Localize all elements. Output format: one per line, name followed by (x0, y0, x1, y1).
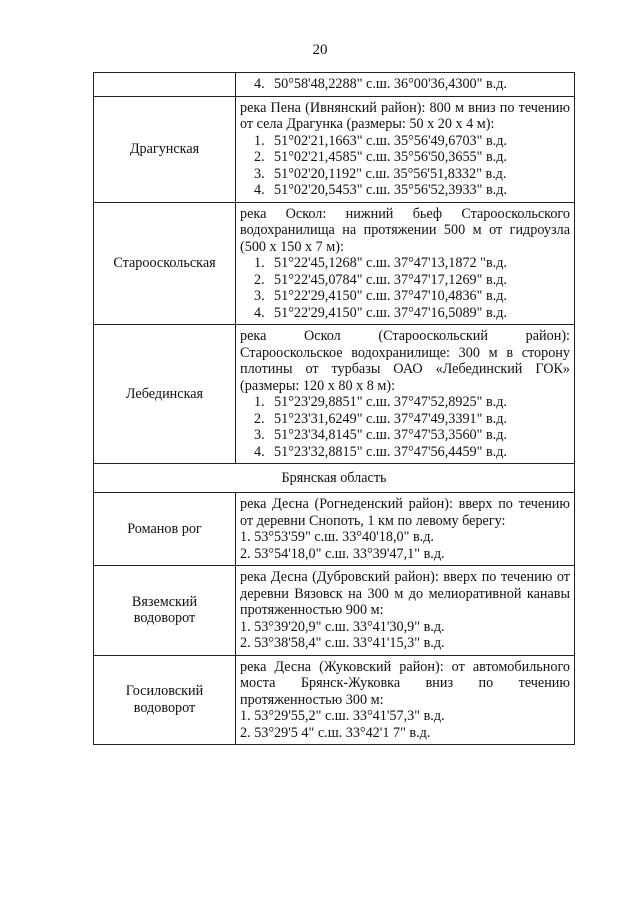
site-description (236, 96, 575, 202)
coordinate-item: 2. 51°23'31,6249" с.ш. 37°47'49,3391" в.д. (254, 410, 507, 427)
coordinate-item: 1. 53°29'55,2" с.ш. 33°41'57,3" в.д. (240, 708, 445, 724)
coordinate-item: 1. 53°39'20,9" с.ш. 33°41'30,9" в.д. (240, 618, 445, 635)
coordinate-item: 4. 51°23'32,8815" с.ш. 37°47'56,4459" в.д. (254, 443, 507, 460)
coordinate-item: 4. 51°22'29,4150" с.ш. 37°47'16,5089" в.д. (254, 304, 507, 321)
table-row (94, 493, 575, 566)
table-row (94, 464, 575, 493)
site-description (236, 73, 575, 97)
coordinate-item: 2. 53°38'58,4" с.ш. 33°41'15,3" в.д. (240, 635, 445, 651)
coordinate-item: 4. 51°02'20,5453" с.ш. 35°56'52,3933" в.д. (254, 182, 507, 198)
coordinate-list (240, 133, 570, 199)
table-row (94, 73, 575, 97)
site-name: Госиловский водоворот (94, 655, 236, 745)
table-row (94, 96, 575, 202)
coordinate-item: 1. 51°02'21,1663" с.ш. 35°56'49,6703" в.д. (254, 132, 507, 149)
region-heading: Брянская область (94, 464, 575, 493)
coordinate-item: 3. 51°22'29,4150" с.ш. 37°47'10,4836" в.д. (254, 288, 507, 304)
site-description (236, 202, 575, 325)
table-row (94, 325, 575, 464)
coordinate-item: 3. 51°23'34,8145" с.ш. 37°47'53,3560" в.д. (254, 427, 507, 443)
coordinate-item: 3. 51°02'20,1192" с.ш. 35°56'51,8332" в.д. (254, 165, 507, 182)
site-name: Старооскольская (94, 202, 236, 325)
site-description (236, 566, 575, 656)
coordinate-item: 2. 51°22'45,0784" с.ш. 37°47'17,1269" в.д. (254, 271, 507, 288)
coordinate-item: 2. 51°02'21,4585" с.ш. 35°56'50,3655" в.д. (254, 149, 507, 165)
coordinate-item: 2. 53°29'5 4" с.ш. 33°42'1 7" в.д. (240, 724, 431, 741)
table-row (94, 566, 575, 656)
site-location-text: река Десна (Жуковский район): от автомобильного моста Брянск-Жуковка вниз по течению протяженностью 300 м: (240, 658, 570, 708)
page-number: 20 (312, 42, 328, 58)
coordinate-item: 2. 53°54'18,0" с.ш. 33°39'47,1" в.д. (240, 545, 445, 562)
table-row (94, 655, 575, 745)
site-location-text: река Оскол: нижний бьеф Старооскольского водохранилища на протяжении 500 м от гидроузла (500 х 150 х 7 м): (240, 205, 570, 255)
coordinate-list (240, 394, 570, 460)
site-description (236, 655, 575, 745)
site-name: Лебединская (94, 325, 236, 464)
coordinate-item: 1. 51°23'29,8851" с.ш. 37°47'52,8925" в.д. (254, 394, 507, 410)
coordinate-list (240, 255, 570, 321)
coordinate-item: 4. 50°58'48,2288" с.ш. 36°00'36,4300" в.д. (254, 76, 507, 92)
site-location-text: река Десна (Дубровский район): вверх по течению от деревни Вязовск на 300 м до мелиоративной канавы протяженностью 900 м: (240, 569, 570, 618)
site-description (236, 325, 575, 464)
site-description (236, 493, 575, 566)
site-name: Романов рог (94, 493, 236, 566)
site-location-text: река Оскол (Старооскольский район): Старооскольское водохранилище: 300 м в сторону плотины от турбазы ОАО «Лебединский ГОК» (размеры: 120 х 80 х 8 м): (240, 328, 570, 394)
coordinate-item: 1. 53°53'59" с.ш. 33°40'18,0" в.д. (240, 529, 434, 545)
site-location-text: река Десна (Рогнеденский район): вверх по течению от деревни Снопоть, 1 км по левому берегу: (240, 496, 570, 529)
site-name (94, 73, 236, 97)
coordinate-item: 1. 51°22'45,1268" с.ш. 37°47'13,1872 "в.д. (254, 255, 507, 271)
site-location-text: река Пена (Ивнянский район): 800 м вниз по течению от села Драгунка (размеры: 50 х 20 х 4 м): (240, 99, 570, 132)
sites-table (93, 72, 575, 745)
coordinate-list (240, 76, 570, 93)
table-row (94, 202, 575, 325)
site-name: Вяземский водоворот (94, 566, 236, 656)
site-name: Драгунская (94, 96, 236, 202)
